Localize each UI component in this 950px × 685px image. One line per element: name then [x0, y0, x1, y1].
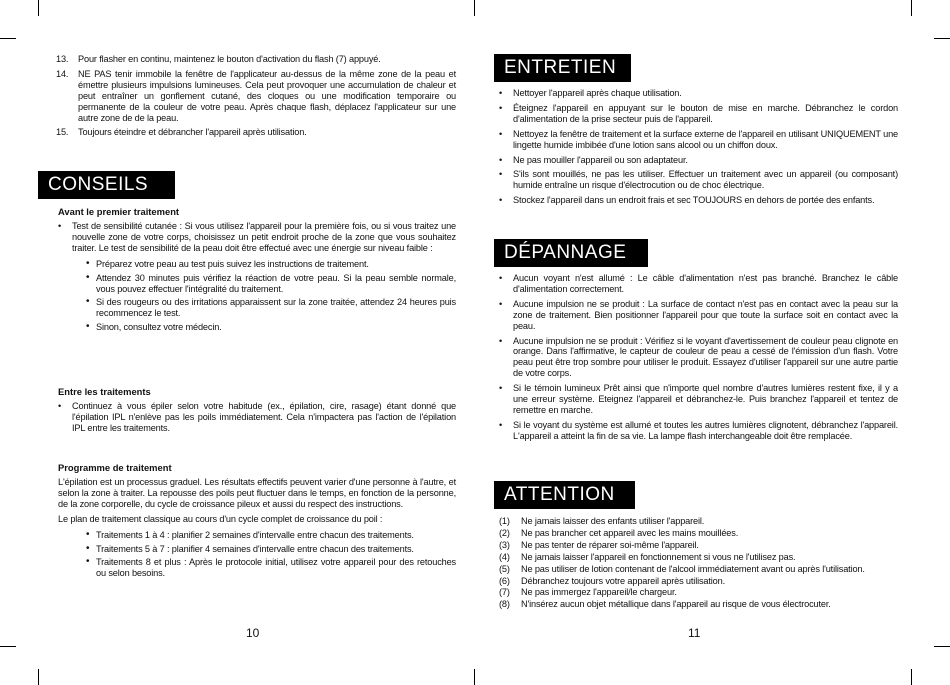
programme-subheading: Programme de traitement [58, 462, 172, 473]
list-item: • Préparez votre peau au test puis suivez les instructions de traitement. [86, 257, 369, 269]
entre-list [56, 401, 456, 438]
list-item: • Si le voyant du système est allumé et toutes les autres lumières clignotent, débranchez l'appareil. L'appareil a atteint la fin de sa vie. La lampe flash interchangeable doit être remplacée. [499, 419, 898, 441]
list-item: (6) Débranchez toujours votre appareil après utilisation. [499, 575, 725, 586]
list-item: • Traitements 5 à 7 : planifier 4 semaines d'intervalle entre chacun des traitements. [86, 542, 414, 554]
list-item: (1) Ne jamais laisser des enfants utiliser l'appareil. [499, 516, 705, 526]
entretien-heading: ENTRETIEN [494, 54, 631, 82]
list-item: • Éteignez l'appareil en appuyant sur le bouton de mise en marche. Débranchez le cordon d'alimentation de la prise secteur puis de l'appareil. [499, 102, 898, 124]
list-item: • Aucun voyant n'est allumé : Le câble d'alimentation n'est pas branché. Branchez le câble d'alimentation correctement. [499, 273, 898, 294]
conseils-heading: CONSEILS [38, 171, 175, 199]
list-item: • Nettoyer l'appareil après chaque utilisation. [499, 88, 682, 98]
avant-sublist [86, 259, 456, 333]
list-item: • Attendez 30 minutes puis vérifiez la réaction de votre peau. Si la peau semble normale, vous pouvez effectuer l'intégralité du traitement. [86, 271, 456, 294]
list-item: (7) Ne pas immergez l'appareil/le chargeur. [499, 587, 677, 598]
list-item: • Si des rougeurs ou des irritations apparaissent sur la zone traitée, attendez 24 heures puis recommencez le test. [86, 296, 456, 319]
attention-list [499, 516, 899, 611]
list-item: • Traitements 8 et plus : Après le protocole initial, utilisez votre appareil pour des retouches ou selon besoins. [86, 556, 456, 579]
right-page [475, 0, 950, 685]
entretien-list [497, 88, 898, 210]
steps-list [56, 54, 456, 142]
avant-subheading: Avant le premier traitement [58, 206, 180, 217]
attention-heading: ATTENTION [494, 481, 635, 509]
list-item: • Ne pas mouiller l'appareil ou son adaptateur. [499, 154, 688, 165]
list-item: (4) Ne jamais laisser l'appareil en fonctionnement si vous ne l'utilisez pas. [499, 551, 796, 562]
list-item: (5) Ne pas utiliser de lotion contenant de l'alcool immédiatement avant ou après l'utilisation. [499, 563, 865, 574]
avant-list [56, 221, 456, 337]
list-item: • Si le témoin lumineux Prêt ainsi que n'importe quel nombre d'autres lumières restent fixe, il y a une erreur système. Eteignez l'appareil et débranchez-le. Puis branchez l'appareil et tentez de remettre en marche. [499, 383, 898, 415]
list-item: (2) Ne pas brancher cet appareil avec les mains mouillées. [499, 527, 739, 538]
list-item: • Sinon, consultez votre médecin. [86, 321, 222, 333]
programme-list [86, 530, 456, 580]
page-number: 11 [688, 626, 701, 640]
entre-subheading: Entre les traitements [58, 386, 151, 397]
list-item: • Test de sensibilité cutanée : Si vous utilisez l'appareil pour la première fois, ou si vous traitez une nouvelle zone de votre corps, choisissez un petit endroit proche de la zone que vous souhaitez traiter. Le test de sensibilité de la peau doit être effectué avec une énergie sur niveau faible : • Préparez votre peau au test puis suivez les instructions de traitement. • Attendez 30 minutes puis vérifiez la réaction de votre peau. Si la peau semble normale, vous pouvez effectuer l'intégralité du traitement. • Si des rougeurs ou des irritations apparaissent sur la zone traitée, attendez 24 heures puis recommencez le test. • Sinon, consultez votre médecin. [58, 221, 456, 333]
list-item: (8) N'insérez aucun objet métallique dans l'appareil au risque de vous électrocuter. [499, 599, 831, 610]
list-item: • Stockez l'appareil dans un endroit frais et sec TOUJOURS en dehors de portée des enfants. [499, 195, 875, 206]
list-item: • Nettoyez la fenêtre de traitement et la surface externe de l'appareil en utilisant UNIQUEMENT une lingette humide imbibée d'une lotion sans alcool ou un chiffon doux. [499, 128, 898, 150]
page-number: 10 [246, 626, 260, 640]
list-item: • Aucune impulsion ne se produit : La surface de contact n'est pas en contact avec la peau sur la zone de traitement. Bien positionner l'appareil pour que toute la surface soit en contact avec la peau. [499, 298, 898, 331]
programme-text: L'épilation est un processus graduel. Les résultats effectifs peuvent varier d'une personne à l'autre, et selon la zone à traiter. La repousse des poils peut fluctuer dans le temps, en fonction de la personne, de la zone corporelle, du cycle de croissance pileux et aussi du respect des instructions. Le plan de traitement classique au cours d'un cycle complet de croissance du poil : • Traitements 1 à 4 : planifier 2 semaines d'intervalle entre chacun des traitements. • Traitements 5 à 7 : planifier 4 semaines d'intervalle entre chacun des traitements. • Traitements 8 et plus : Après le protocole initial, utilisez votre appareil pour des retouches ou selon besoins. [58, 477, 456, 579]
list-item: • Traitements 1 à 4 : planifier 2 semaines d'intervalle entre chacun des traitements. [86, 528, 414, 540]
step-item: 15. Toujours éteindre et débrancher l'appareil après utilisation. [56, 127, 307, 138]
list-item: • Aucune impulsion ne se produit : Vérifiez si le voyant d'avertissement de couleur peau clignote en orange. Dans l'affirmative, le capteur de couleur de peau a cessé de l'émission d'un flash. Votre peau peut être trop sombre pour utiliser le produit. Essayez d'utiliser l'appareil sur une autre partie de votre corps. [499, 335, 898, 379]
step-item: 14. NE PAS tenir immobile la fenêtre de l'applicateur au-dessus de la même zone de la peau et émettre plusieurs impulsions lumineuses. Cela peut provoquer une accumulation de chaleur et peut entraîner un gonflement cutané, des cloques ou une modification temporaire ou permanente de la couleur de votre peau. Après chaque flash, déplacez l'applicateur sur une autre zone de de la peau. [56, 68, 456, 123]
step-item: 13. Pour flasher en continu, maintenez le bouton d'activation du flash (7) appuyé. [56, 54, 381, 64]
depannage-list [497, 273, 898, 446]
list-item: • Continuez à vous épiler selon votre habitude (ex., épilation, cire, rasage) étant donné que l'épilation IPL n'enlève pas les poils immédiatement. Cela n'impactera pas l'action de l'épilation IPL entre les traitements. [58, 401, 456, 433]
list-item: (3) Ne pas tenter de réparer soi-même l'appareil. [499, 539, 699, 550]
list-item: • S'ils sont mouillés, ne pas les utiliser. Effectuer un traitement avec un appareil (ou composant) humide entraîne un risque d'électrocution ou de choc électrique. [499, 169, 898, 191]
depannage-heading: DÉPANNAGE [494, 239, 648, 267]
